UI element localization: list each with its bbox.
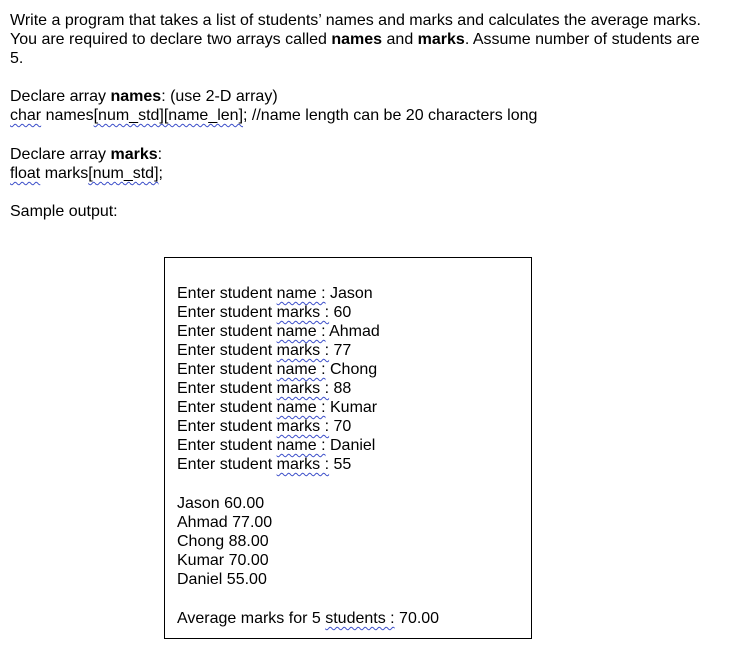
result-line: Chong 88.00 [177, 533, 269, 550]
prompt-line: Enter student name : Kumar [177, 399, 378, 416]
intro-connector: and [382, 31, 418, 48]
result-line: Ahmad 77.00 [177, 514, 273, 531]
sample-output-label: Sample output: [10, 203, 118, 220]
result-line: Jason 60.00 [177, 495, 265, 512]
prompt-line: Enter student marks : 88 [177, 380, 352, 397]
names-keyword: names [331, 31, 383, 48]
prompt-line: Enter student marks : 55 [177, 456, 352, 473]
intro-text-end: . Assume number of students are 5. [10, 31, 700, 67]
marks-declaration-code: float marks[num_std]; [10, 165, 163, 182]
intro-text: Write a program that takes a list of students’ names and marks and calculates the average marks. You are required to declare two arrays called [10, 12, 701, 48]
result-line: Kumar 70.00 [177, 552, 269, 569]
prompt-line: Enter student name : Chong [177, 361, 378, 378]
prompt-line: Enter student marks : 70 [177, 418, 352, 435]
prompt-line: Enter student name : Daniel [177, 437, 376, 454]
marks-declaration-heading: Declare array marks: [10, 146, 163, 163]
marks-keyword: marks [417, 31, 465, 48]
problem-statement [10, 11, 710, 68]
prompt-line: Enter student marks : 77 [177, 342, 352, 359]
names-declaration-code: char names[num_std][name_len]; //name length can be 20 characters long [10, 107, 538, 124]
prompt-line: Enter student name : Jason [177, 285, 373, 302]
prompt-line: Enter student marks : 60 [177, 304, 352, 321]
sample-output-box [164, 257, 532, 639]
result-line: Daniel 55.00 [177, 571, 267, 588]
average-line: Average marks for 5 students : 70.00 [177, 610, 440, 627]
prompt-line: Enter student name : Ahmad [177, 323, 380, 340]
names-declaration-heading: Declare array names: (use 2-D array) [10, 88, 278, 105]
